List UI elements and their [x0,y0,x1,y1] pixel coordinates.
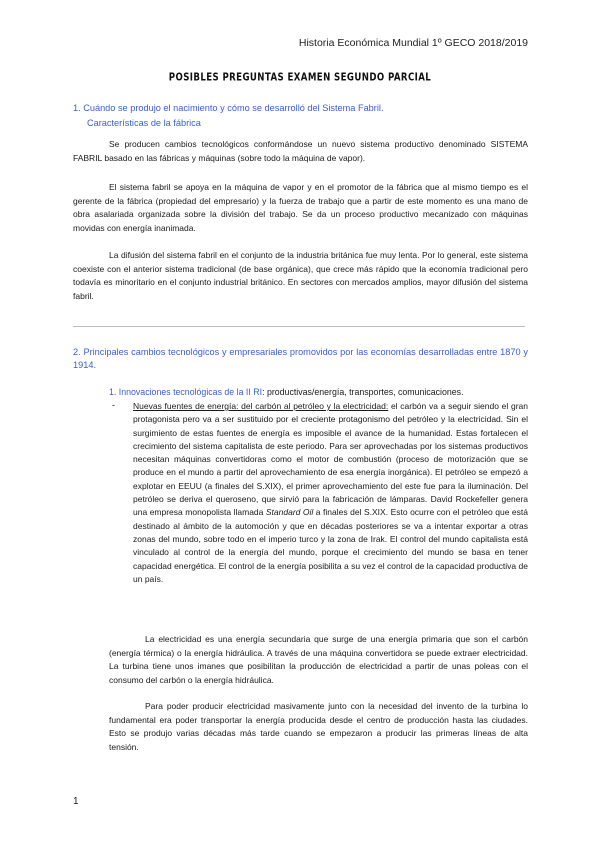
section-1-heading [109,386,529,399]
document-title: POSIBLES PREGUNTAS EXAMEN SEGUNDO PARCIAL [168,71,432,85]
bullet-dash: - [112,400,115,410]
paragraph-3 [73,249,528,304]
page-header: Historia Económica Mundial 1º GECO 2018/2019 [298,37,528,49]
bullet-underlined-heading: Nuevas fuentes de energía: del carbón al petróleo y la electricidad: [133,401,389,411]
question-2-heading: 2. Principales cambios tecnológicos y empresariales promovidos por las economías desarrolladas entre 1870 y 1914. [73,347,528,370]
question-1-line1: 1. Cuándo se produjo el nacimiento y cómo se desarrolló del Sistema Fabril. [73,103,384,113]
paragraph-5 [109,700,528,755]
page-number: 1 [73,796,79,807]
question-1-line2: Características de la fábrica [87,118,201,128]
paragraph-3-text: La difusión del sistema fabril en el conjunto de la industria británica fue muy lenta. Por lo general, este sistema coexiste con el anterior sistema tradicional (de base orgánica), que crece más rápido que la economía tradicional pero todavía es minoritario en el conjunto industrial británico. En sectores con mercados amplios, mayor difusión del sistema fabril. [73,250,528,302]
paragraph-4 [109,633,528,688]
paragraph-5-text: Para poder producir electricidad masivamente junto con la necesidad del invento de la turbina lo fundamental era poder transportar la energía producida desde el centro de producción hasta las ciudades. Esto se produjo varias décadas más tarde cuando se empezaron a producir las primeras líneas de alta tensión. [109,701,528,753]
bullet-italic-name: Standard Oil [265,507,314,518]
paragraph-4-text: La electricidad es una energía secundaria que surge de una energía primaria que son el carbón (energía térmica) o la energía hidráulica. A través de una máquina convertidora se puede extraer electricidad. La turbina tiene unos imanes que posibilitan la producción de electricidad a partir de unas poleas con el consumo del carbón o la energía hidráulica. [109,634,528,686]
section-1-rest: : productivas/energía, transportes, comunicaciones. [262,387,464,397]
bullet-text-before: el carbón va a seguir siendo el gran protagonista pero va a ser sustituido por el creciente protagonismo del petróleo y la electricidad. Sin el surgimiento de estas fuentes de energía es imposible el avance de la humanidad. Estas fortalecen el crecimiento del sistema capitalista de este periodo. Para ser aprovechadas por los sistemas productivos necesitan máquinas convertidoras como el motor de combustión (proceso de motorización que se produce en el mundo a partir del aprovechamiento de esa energía inorgánica). El petróleo se empezó a explotar en EEUU (a finales del S.XIX), el primer aprovechamiento del este fue para la iluminación. Del petróleo se deriva el queroseno, que sirvió para la fabricación de lámparas. David Rockefeller genera una empresa monopolista llamada [133,401,528,518]
bullet-text-after: a finales del S.XIX. Esto ocurre con el petróleo que está destinado al ámbito de la automoción y que en décadas posteriores se va a intentar exportar a otras zonas del mundo, sobre todo en el imperio turco y la zona de Irak. El control del mundo capitalista está vinculado al control de la energía del mundo, porque el crecimiento del mundo se basa en tener capacidad energética. El control de la energía posibilita a su vez el control de la capacidad productiva de un país. [133,507,528,584]
section-1-label: 1. Innovaciones tecnológicas de la II RI [109,387,263,397]
paragraph-1 [73,138,528,165]
paragraph-2-text: El sistema fabril se apoya en la máquina de vapor y en el promotor de la fábrica que al mismo tiempo es el gerente de la fábrica (propiedad del empresario) y la fuerza de trabajo que a partir de este momento es una mano de obra asalariada organizada sobre la división del trabajo. Se da un proceso productivo mecanizado con máquinas movidas con energía inanimada. [73,182,528,234]
paragraph-2 [73,181,528,236]
paragraph-1-text: Se producen cambios tecnológicos conformándose un nuevo sistema productivo denominado SISTEMA FABRIL basado en las fábricas y máquinas (sobre todo la máquina de vapor). [73,139,528,163]
question-1-heading [73,101,528,131]
section-divider [73,326,525,327]
bullet-energy [133,400,528,586]
